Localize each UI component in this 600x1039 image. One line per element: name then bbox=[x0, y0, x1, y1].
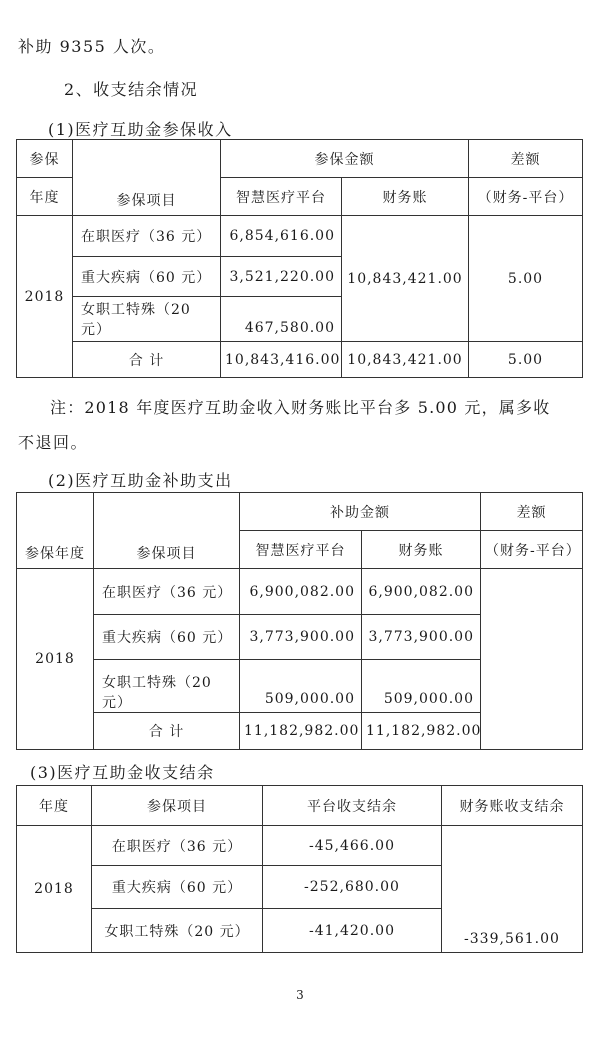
section-heading: 2、收支结余情况 bbox=[64, 80, 199, 99]
total-label: 合 计 bbox=[94, 713, 240, 750]
header-ledger: 财务账 bbox=[342, 178, 469, 216]
header-ledger: 财务账收支结余 bbox=[442, 786, 583, 826]
ledger-merged-cell: 10,843,421.00 bbox=[342, 216, 469, 342]
total-row bbox=[17, 342, 583, 378]
platform-cell: -252,680.00 bbox=[263, 866, 442, 909]
platform-cell: 3,521,220.00 bbox=[221, 257, 342, 297]
table3-title: (3)医疗互助金收支结余 bbox=[30, 763, 215, 782]
balance-table bbox=[16, 785, 583, 953]
header-year: 年度 bbox=[17, 786, 92, 826]
header-year-line1: 参保 bbox=[17, 140, 73, 178]
header-ledger: 财务账 bbox=[362, 531, 481, 569]
item-cell: 女职工特殊（20 元） bbox=[92, 909, 263, 953]
platform-cell: 3,773,900.00 bbox=[240, 615, 362, 660]
header-diff-line2: （财务-平台） bbox=[481, 531, 583, 569]
header-platform: 平台收支结余 bbox=[263, 786, 442, 826]
ledger-cell: 6,900,082.00 bbox=[362, 569, 481, 615]
year-cell: 2018 bbox=[17, 826, 92, 953]
ledger-cell: 3,773,900.00 bbox=[362, 615, 481, 660]
year-cell: 2018 bbox=[17, 569, 94, 750]
total-platform: 10,843,416.00 bbox=[221, 342, 342, 378]
diff-merged-cell: 5.00 bbox=[469, 216, 583, 342]
header-diff-line1: 差额 bbox=[481, 493, 583, 531]
table2-title: (2)医疗互助金补助支出 bbox=[48, 471, 233, 490]
item-cell: 重大疾病（60 元） bbox=[92, 866, 263, 909]
total-ledger: 11,182,982.00 bbox=[362, 713, 481, 750]
table-row bbox=[17, 569, 583, 615]
item-cell: 在职医疗（36 元） bbox=[73, 216, 221, 257]
platform-cell: -45,466.00 bbox=[263, 826, 442, 866]
platform-cell: 509,000.00 bbox=[240, 660, 362, 713]
item-cell: 在职医疗（36 元） bbox=[94, 569, 240, 615]
header-platform: 智慧医疗平台 bbox=[240, 531, 362, 569]
ledger-merged-cell: -339,561.00 bbox=[442, 826, 583, 953]
item-cell: 女职工特殊（20 元） bbox=[94, 660, 240, 713]
header-diff-line1: 差额 bbox=[469, 140, 583, 178]
table1-title: (1)医疗互助金参保收入 bbox=[48, 120, 233, 139]
year-cell: 2018 bbox=[17, 216, 73, 378]
diff-empty-cell bbox=[481, 569, 583, 750]
ledger-cell: 509,000.00 bbox=[362, 660, 481, 713]
note-line1: 注：2018 年度医疗互助金收入财务账比平台多 5.00 元，属多收 bbox=[50, 398, 551, 417]
header-year-line2: 年度 bbox=[17, 178, 73, 216]
total-ledger: 10,843,421.00 bbox=[342, 342, 469, 378]
item-cell: 重大疾病（60 元） bbox=[73, 257, 221, 297]
header-diff-line2: （财务-平台） bbox=[469, 178, 583, 216]
total-diff: 5.00 bbox=[469, 342, 583, 378]
platform-cell: 6,900,082.00 bbox=[240, 569, 362, 615]
header-platform: 智慧医疗平台 bbox=[221, 178, 342, 216]
header-item: 参保项目 bbox=[92, 786, 263, 826]
note-line2: 不退回。 bbox=[18, 433, 89, 452]
item-cell: 女职工特殊（20 元） bbox=[73, 297, 221, 342]
total-label: 合 计 bbox=[73, 342, 221, 378]
income-table bbox=[16, 139, 583, 378]
table-row bbox=[17, 216, 583, 257]
table-row bbox=[17, 826, 583, 866]
expense-table bbox=[16, 492, 583, 750]
page-number: 3 bbox=[296, 988, 304, 1002]
paragraph-tail: 补助 9355 人次。 bbox=[18, 37, 166, 56]
item-cell: 重大疾病（60 元） bbox=[94, 615, 240, 660]
header-item: 参保项目 bbox=[94, 493, 240, 569]
total-platform: 11,182,982.00 bbox=[240, 713, 362, 750]
platform-cell: 6,854,616.00 bbox=[221, 216, 342, 257]
header-item: 参保项目 bbox=[73, 140, 221, 216]
platform-cell: -41,420.00 bbox=[263, 909, 442, 953]
header-year: 参保年度 bbox=[17, 493, 94, 569]
header-amount-group: 参保金额 bbox=[221, 140, 469, 178]
item-cell: 在职医疗（36 元） bbox=[92, 826, 263, 866]
header-amount-group: 补助金额 bbox=[240, 493, 481, 531]
platform-cell: 467,580.00 bbox=[221, 297, 342, 342]
